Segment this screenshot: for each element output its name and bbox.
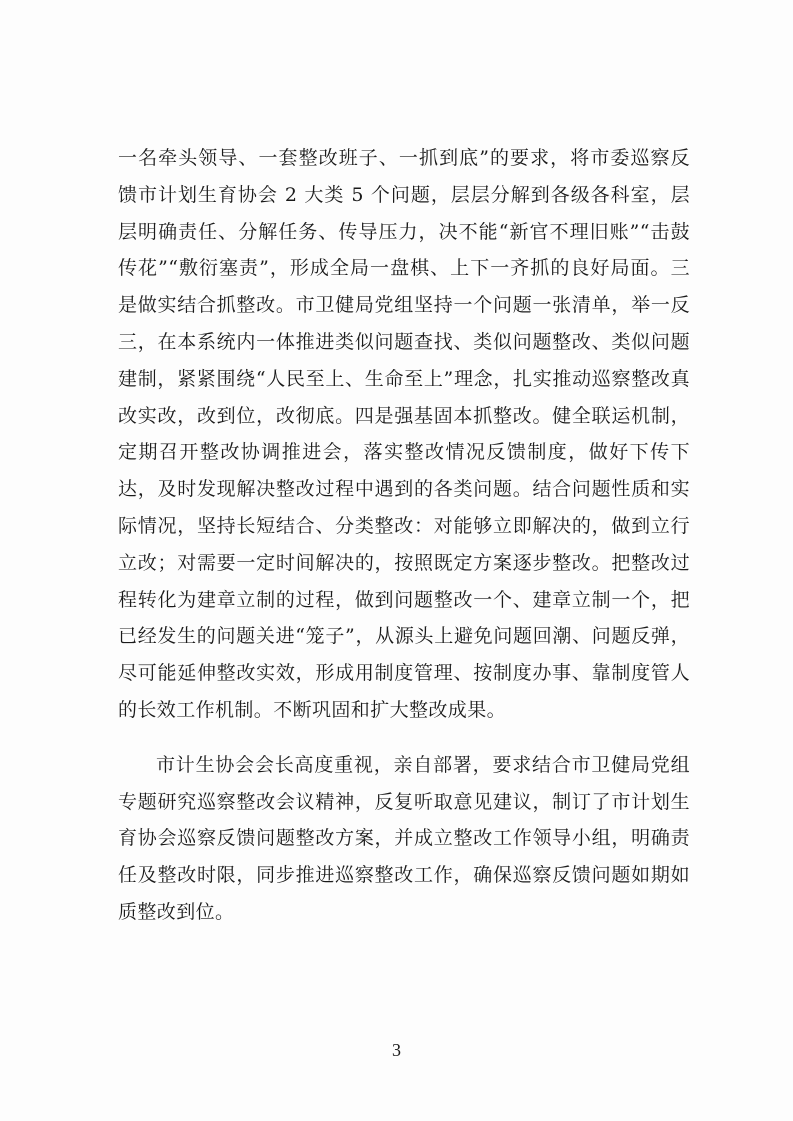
paragraph-continued: 一名牵头领导、一套整改班子、一抓到底”的要求，将市委巡察反馈市计划生育协会 2 大类 5 个问题，层层分解到各级各科室，层层明确责任、分解任务、传导压力，决不能“新官不理旧账”“击鼓传花”“敷衍塞责”，形成全局一盘棋、上下一齐抓的良好局面。三是做实结合抓整改。市卫健局党组坚持一个问题一张清单，举一反三，在本系统内一体推进类似问题查找、类似问题整改、类似问题建制，紧紧围绕“人民至上、生命至上”理念，扎实推动巡察整改真改实改，改到位，改彻底。四是强基固本抓整改。健全联运机制，定期召开整改协调推进会，落实整改情况反馈制度，做好下传下达，及时发现解决整改过程中遇到的各类问题。结合问题性质和实际情况，坚持长短结合、分类整改：对能够立即解决的，做到立行立改；对需要一定时间解决的，按照既定方案逐步整改。把整改过程转化为建章立制的过程，做到问题整改一个、建章立制一个，把已经发生的问题关进“笼子”，从源头上避免问题回潮、问题反弹，尽可能延伸整改实效，形成用制度管理、按制度办事、靠制度管人的长效工作机制。不断巩固和扩大整改成果。 [118, 147, 690, 721]
page-number: 3 [392, 1040, 401, 1060]
body-text [118, 140, 690, 949]
paragraph-second: 市计生协会会长高度重视，亲自部署，要求结合市卫健局党组专题研究巡察整改会议精神，反复听取意见建议，制订了市计划生育协会巡察反馈问题整改方案，并成立整改工作领导小组，明确责任及整改时限，同步推进巡察整改工作，确保巡察反馈问题如期如质整改到位。 [118, 753, 690, 923]
